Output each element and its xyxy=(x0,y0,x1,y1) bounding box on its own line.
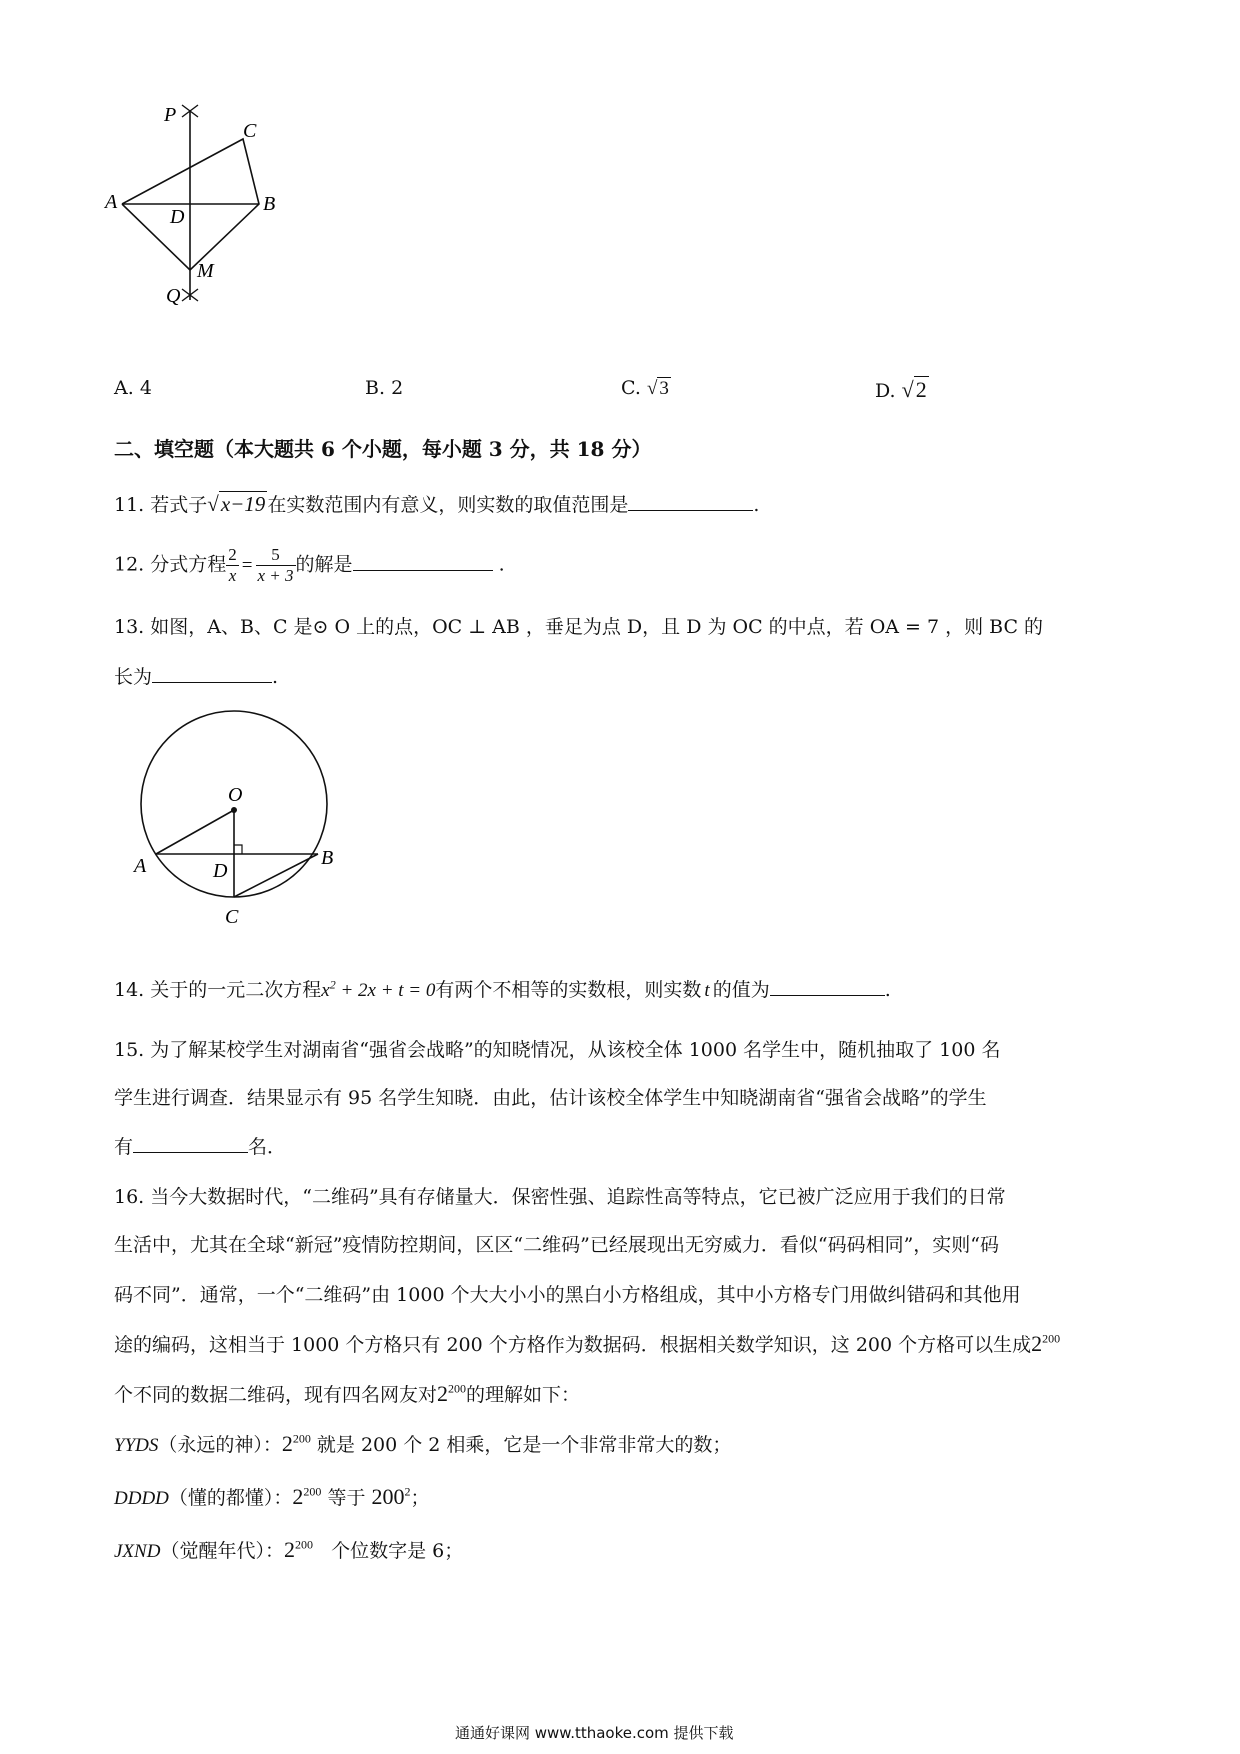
point-o xyxy=(231,807,237,813)
q12-fraction-2: $\frac{5}{x + 3}$ xyxy=(257,545,294,585)
q15-answer-blank[interactable] xyxy=(133,1132,248,1153)
segment-bc xyxy=(234,854,318,897)
label-o: O xyxy=(228,784,243,806)
q12-post: 的解是 xyxy=(295,553,353,576)
label-d: D xyxy=(170,206,185,228)
figure-quadrilateral xyxy=(100,95,340,350)
opinion-jxnd-name: JXND xyxy=(114,1541,161,1562)
q16-power-2: $2^{200}$ xyxy=(437,1381,467,1406)
q11-pre: 若式子 xyxy=(150,494,208,516)
q13-answer-blank[interactable] xyxy=(152,662,272,683)
option-a xyxy=(114,377,152,399)
q12-number: 12. xyxy=(114,553,145,576)
figure-circle xyxy=(120,700,360,935)
label-q: Q xyxy=(166,285,181,307)
question-15-line-1: 15. 为了解某校学生对湖南省“强省会战略”的知晓情况，从该校全体 1000 名学生中，随机抽取了 100 名 xyxy=(114,1039,1001,1061)
label-b: B xyxy=(263,193,276,215)
section-2-title: 二、填空题（本大题共 6 个小题，每小题 3 分，共 18 分） xyxy=(114,437,652,461)
option-d xyxy=(875,377,929,403)
q14-post2: 的值为 xyxy=(712,979,770,1001)
opinion-yyds-name: YYDS xyxy=(114,1435,159,1456)
label-c: C xyxy=(243,120,257,142)
label-m: M xyxy=(197,260,214,282)
option-d-sqrt: √2 xyxy=(901,377,927,402)
opinion-jxnd: JXND（觉醒年代）：$2^{200}$ 个位数字是 6； xyxy=(114,1537,464,1562)
question-16-line-2: 生活中，尤其在全球“新冠”疫情防控期间，区区“二维码”已经展现出无穷威力．看似“码码相同”，实则“码 xyxy=(114,1234,999,1256)
q11-end: . xyxy=(753,494,760,516)
q14-t: t xyxy=(704,980,710,1001)
q14-equation: $x^2 + 2x + t = 0$ xyxy=(321,977,436,1001)
option-c-letter: C. xyxy=(621,377,641,399)
opinion-dddd-power-2: $200^2$ xyxy=(371,1484,411,1509)
option-c-sqrt: √ 3 xyxy=(646,378,669,399)
q11-radical: √x−19 xyxy=(207,492,266,516)
label-p: P xyxy=(164,104,177,126)
q11-number: 11. xyxy=(114,494,145,516)
q14-answer-blank[interactable] xyxy=(770,975,885,996)
question-16-line-5: 个不同的数据二维码，现有四名网友对$2^{200}$的理解如下： xyxy=(114,1381,581,1406)
question-11 xyxy=(114,490,759,517)
opinion-yyds: YYDS（永远的神）：$2^{200}$ 就是 200 个 2 相乘，它是一个非常非常大的数； xyxy=(114,1431,732,1456)
segment-oa xyxy=(156,810,234,854)
opinion-yyds-power: $2^{200}$ xyxy=(281,1431,311,1456)
opinion-dddd: DDDD（懂的都懂）：$2^{200}$ 等于 $200^2$； xyxy=(114,1484,430,1509)
q11-radicand: x−19 xyxy=(220,492,266,516)
opinion-dddd-name: DDDD xyxy=(114,1488,169,1509)
question-14 xyxy=(114,975,891,1002)
q16-power-1: $2^{200}$ xyxy=(1031,1331,1061,1356)
q12-fraction-1: $\frac{2}{x}$ xyxy=(228,545,237,585)
option-c xyxy=(621,377,671,400)
label-a-circle: A xyxy=(134,855,147,877)
label-c-circle: C xyxy=(225,906,239,928)
question-15-line-2: 学生进行调查．结果显示有 95 名学生知晓．由此，估计该校全体学生中知晓湖南省“强省会战略”的学生 xyxy=(114,1087,987,1109)
question-12 xyxy=(114,545,505,586)
q12-answer-blank[interactable] xyxy=(353,550,493,571)
q12-equals: = xyxy=(241,554,253,576)
question-16-line-1: 16. 当今大数据时代，“二维码”具有存储量大．保密性强、追踪性高等特点，它已被广泛应用于我们的日常 xyxy=(114,1186,1006,1208)
option-b-letter: B. xyxy=(365,377,386,399)
label-d-circle: D xyxy=(213,860,228,882)
q14-pre: 14. 关于的一元二次方程 xyxy=(114,979,322,1001)
question-16-line-3: 码不同”．通常，一个“二维码”由 1000 个大大小小的黑白小方格组成，其中小方格专门用做纠错码和其他用 xyxy=(114,1284,1021,1306)
q14-end: . xyxy=(884,979,891,1001)
opinion-jxnd-power: $2^{200}$ xyxy=(283,1537,313,1562)
q12-end: . xyxy=(498,553,505,576)
label-b-circle: B xyxy=(321,847,334,869)
q11-answer-blank[interactable] xyxy=(628,490,753,511)
option-b xyxy=(365,377,403,399)
option-b-value: 2 xyxy=(391,377,404,399)
right-angle-mark xyxy=(234,845,242,854)
q12-pre: 分式方程 xyxy=(150,553,227,576)
page-footer: 通通好课网 www.tthaoke.com 提供下载 xyxy=(455,1724,734,1742)
opinion-dddd-power: $2^{200}$ xyxy=(292,1484,322,1509)
question-16-line-4: 途的编码，这相当于 1000 个方格只有 200 个方格作为数据码．根据相关数学知识，这 200 个方格可以生成$2^{200}$ xyxy=(114,1331,1061,1356)
q14-post: 有两个不相等的实数根，则实数 xyxy=(435,979,702,1001)
option-d-letter: D. xyxy=(875,380,896,402)
question-13-line-1: 13. 如图，A、B、C 是⊙ O 上的点，OC ⊥ AB ，垂足为点 D，且 D 为 OC 的中点，若 OA = 7 ，则 BC 的 xyxy=(114,616,1044,638)
label-a: A xyxy=(105,191,118,213)
q11-post: 在实数范围内有意义，则实数的取值范围是 xyxy=(267,494,629,516)
question-15-line-3: 有 名． xyxy=(114,1132,286,1159)
question-13-line-2: 长为 . xyxy=(114,662,278,689)
option-a-value: 4 xyxy=(139,377,152,399)
option-a-letter: A. xyxy=(114,377,134,399)
